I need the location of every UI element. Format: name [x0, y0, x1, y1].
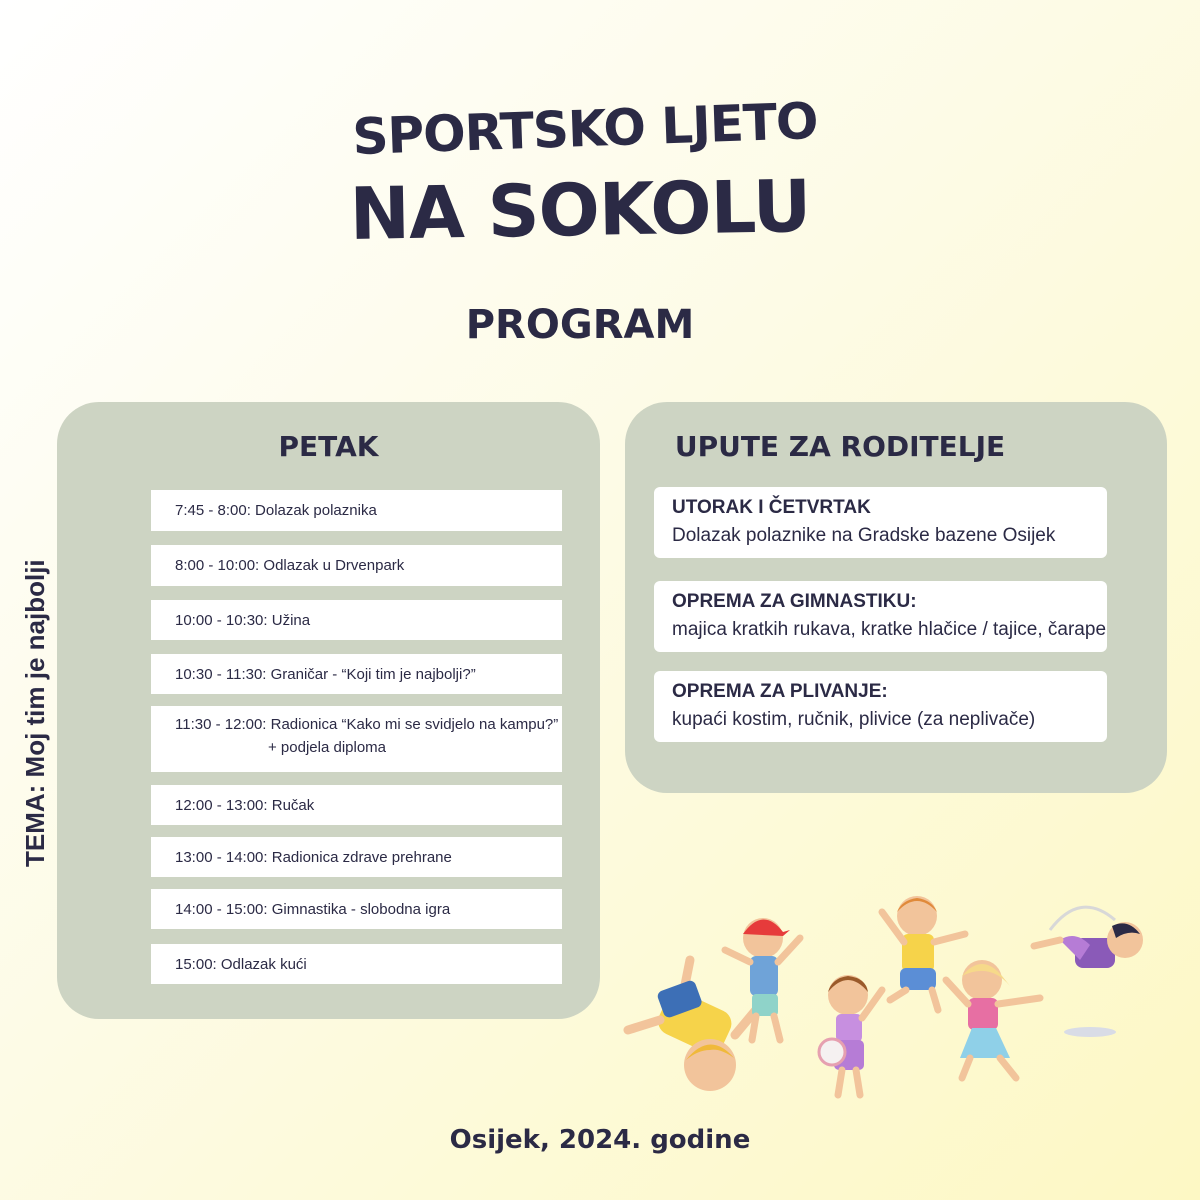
schedule-row [151, 545, 562, 586]
instruction-card [654, 581, 1107, 652]
title-line-2: NA SOKOLU [348, 163, 812, 257]
jumping-kids-illustration [620, 890, 1180, 1120]
instruction-card-text: Dolazak polaznike na Gradske bazene Osijek [672, 525, 1056, 546]
instruction-card [654, 487, 1107, 558]
schedule-row [151, 654, 562, 694]
kid-cartwheel-figure [628, 960, 760, 1091]
kid-red-cap-figure [725, 918, 800, 1040]
kid-flip-figure [1034, 907, 1143, 1037]
schedule-row-text: 10:00 - 10:30: Užina [175, 611, 311, 629]
footer-location-year: Osijek, 2024. godine [449, 1125, 751, 1155]
schedule-row [151, 944, 562, 984]
instruction-card-text: majica kratkih rukava, kratke hlačice / tajice, čarape [672, 619, 1107, 640]
instructions-title: UPUTE ZA RODITELJE [674, 430, 1006, 463]
schedule-row [151, 785, 562, 825]
schedule-row [151, 490, 562, 531]
instruction-card-heading: OPREMA ZA GIMNASTIKU: [672, 591, 917, 612]
schedule-row-text: 14:00 - 15:00: Gimnastika - slobodna igra [175, 900, 451, 918]
schedule-row [151, 600, 562, 640]
schedule-theme-label: TEMA: Moj tim je najbolji [20, 559, 50, 867]
instruction-card-heading: OPREMA ZA PLIVANJE: [672, 681, 888, 702]
title-line-1: SPORTSKO LJETO [351, 91, 819, 167]
schedule-row-text: 7:45 - 8:00: Dolazak polaznika [175, 502, 377, 519]
schedule-row-text: 12:00 - 13:00: Ručak [175, 796, 315, 814]
schedule-row-text: 8:00 - 10:00: Odlazak u Drvenpark [175, 557, 405, 574]
schedule-row-text-continued: + podjela diploma [268, 739, 387, 756]
schedule-row-text: 15:00: Odlazak kući [175, 955, 307, 973]
schedule-row-text: 13:00 - 14:00: Radionica zdrave prehrane [175, 848, 452, 866]
kid-yellow-shirt-figure [882, 896, 965, 1010]
kid-girl-with-ball-figure [819, 975, 882, 1095]
instruction-card-heading: UTORAK I ČETVRTAK [672, 497, 871, 518]
instruction-card [654, 671, 1107, 742]
schedule-row [151, 889, 562, 929]
schedule-row-text: 10:30 - 11:30: Graničar - “Koji tim je najbolji?” [175, 665, 476, 683]
instruction-card-text: kupaći kostim, ručnik, plivice (za neplivače) [672, 709, 1036, 730]
schedule-row [151, 837, 562, 877]
kid-pink-shirt-figure [946, 960, 1040, 1078]
program-heading: PROGRAM [465, 302, 695, 348]
schedule-row-text: 11:30 - 12:00: Radionica “Kako mi se svidjelo na kampu?” [175, 716, 559, 733]
schedule-row [151, 706, 562, 772]
schedule-day-title: PETAK [278, 430, 379, 463]
